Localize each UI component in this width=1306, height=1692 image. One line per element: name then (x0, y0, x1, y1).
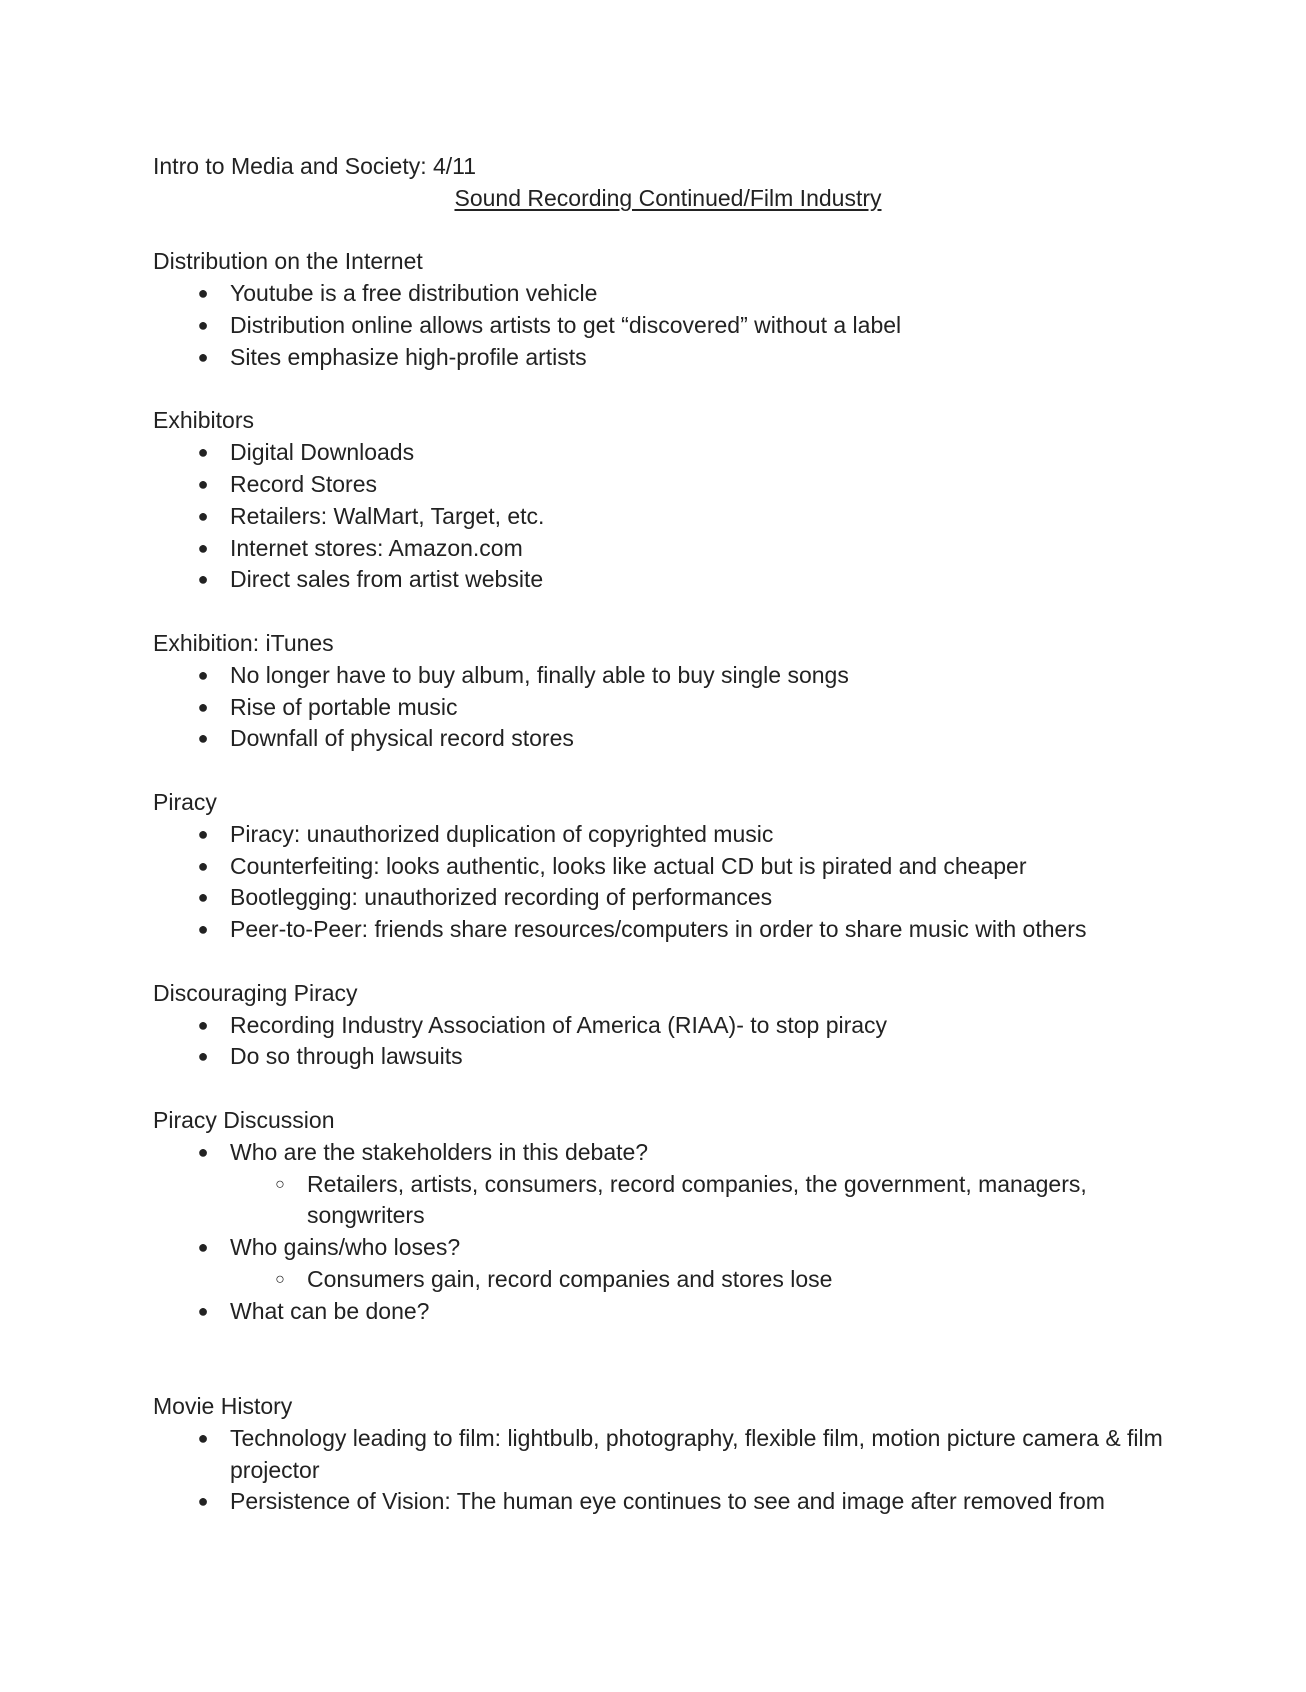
bullet-list (153, 1137, 1163, 1328)
list-item-text: Youtube is a free distribution vehicle (230, 280, 598, 307)
bullet-icon: ● (197, 728, 209, 749)
bullet-list (153, 278, 1163, 373)
list-item (153, 533, 1163, 565)
list-item (153, 914, 1163, 946)
list-item-text: Rise of portable music (230, 693, 458, 720)
list-item (153, 469, 1163, 501)
list-item-text: Persistence of Vision: The human eye continues to see and image after removed from (230, 1488, 1105, 1515)
list-item-text: Peer-to-Peer: friends share resources/computers in order to share music with others (230, 916, 1087, 943)
list-item (153, 1010, 1163, 1042)
list-item-text: What can be done? (230, 1297, 430, 1324)
list-item (153, 1423, 1163, 1487)
sub-list-item (230, 1169, 1163, 1233)
list-item-text: Piracy: unauthorized duplication of copyrighted music (230, 820, 774, 847)
list-item-text: No longer have to buy album, finally able to buy single songs (230, 661, 849, 688)
section-piracy (153, 787, 1163, 946)
bullet-icon: ● (197, 442, 209, 463)
bullet-list (153, 660, 1163, 755)
list-item (153, 1296, 1163, 1328)
list-item (153, 1232, 1163, 1296)
bullet-icon: ● (197, 1427, 209, 1448)
list-item (153, 1137, 1163, 1232)
bullet-icon: ● (197, 855, 209, 876)
bullet-list (153, 1423, 1163, 1518)
list-item (153, 437, 1163, 469)
section-heading: Exhibition: iTunes (153, 629, 334, 656)
bullet-icon: ● (197, 1141, 209, 1162)
list-item-text: Recording Industry Association of America (RIAA)- to stop piracy (230, 1011, 888, 1038)
list-item-text: Record Stores (230, 470, 378, 497)
sub-bullet-list (230, 1264, 1163, 1296)
bullet-icon: ● (197, 505, 209, 526)
bullet-icon: ● (197, 346, 209, 367)
list-item-text: Bootlegging: unauthorized recording of performances (230, 884, 773, 911)
list-item (153, 564, 1163, 596)
list-item-text: Distribution online allows artists to get “discovered” without a label (230, 311, 902, 338)
list-item (153, 1041, 1163, 1073)
list-item (153, 882, 1163, 914)
section-heading: Piracy (153, 788, 217, 815)
hollow-bullet-icon: ○ (275, 1175, 285, 1193)
list-item (153, 819, 1163, 851)
list-item-text: Who are the stakeholders in this debate? (230, 1138, 649, 1165)
list-item-text: Digital Downloads (230, 439, 415, 466)
bullet-icon: ● (197, 696, 209, 717)
bullet-icon: ● (197, 887, 209, 908)
bullet-icon: ● (197, 664, 209, 685)
list-item (153, 851, 1163, 883)
list-item-text: Do so through lawsuits (230, 1043, 463, 1070)
section-heading: Piracy Discussion (153, 1106, 335, 1133)
sub-list-item-text: Consumers gain, record companies and stores lose (307, 1265, 833, 1292)
bullet-icon: ● (197, 473, 209, 494)
bullet-icon: ● (197, 1237, 209, 1258)
document-page (153, 151, 1163, 1550)
list-item-text: Counterfeiting: looks authentic, looks like actual CD but is pirated and cheaper (230, 852, 1027, 879)
document-subtitle: Sound Recording Continued/Film Industry (454, 184, 882, 211)
section-discouraging-piracy (153, 978, 1163, 1073)
list-item (153, 723, 1163, 755)
section-exhibitors (153, 405, 1163, 596)
sub-list-item (230, 1264, 1163, 1296)
section-heading: Exhibitors (153, 407, 254, 434)
section-piracy-discussion (153, 1105, 1163, 1328)
section-heading: Discouraging Piracy (153, 979, 358, 1006)
section-movie-history (153, 1391, 1163, 1518)
list-item-text: Technology leading to film: lightbulb, photography, flexible film, motion picture camera & film projector (230, 1424, 1163, 1483)
list-item (153, 278, 1163, 310)
section-heading: Distribution on the Internet (153, 248, 423, 275)
bullet-icon: ● (197, 919, 209, 940)
list-item-text: Downfall of physical record stores (230, 725, 574, 752)
list-item-text: Sites emphasize high-profile artists (230, 343, 587, 370)
bullet-icon: ● (197, 1300, 209, 1321)
section-exhibition-itunes (153, 628, 1163, 755)
bullet-icon: ● (197, 1046, 209, 1067)
list-item (153, 342, 1163, 374)
document-header: Intro to Media and Society: 4/11 (153, 153, 477, 179)
bullet-list (153, 819, 1163, 946)
bullet-icon: ● (197, 1491, 209, 1512)
sub-bullet-list (230, 1169, 1163, 1233)
bullet-list (153, 1010, 1163, 1074)
bullet-icon: ● (197, 283, 209, 304)
bullet-icon: ● (197, 1014, 209, 1035)
bullet-icon: ● (197, 823, 209, 844)
bullet-icon: ● (197, 314, 209, 335)
bullet-icon: ● (197, 569, 209, 590)
list-item-text: Internet stores: Amazon.com (230, 534, 523, 561)
list-item-text: Retailers: WalMart, Target, etc. (230, 502, 545, 529)
list-item (153, 660, 1163, 692)
bullet-icon: ● (197, 537, 209, 558)
list-item (153, 310, 1163, 342)
section-distribution (153, 246, 1163, 373)
section-heading: Movie History (153, 1393, 293, 1420)
sub-list-item-text: Retailers, artists, consumers, record companies, the government, managers, songwriters (307, 1170, 1087, 1229)
list-item-text: Who gains/who loses? (230, 1234, 461, 1261)
list-item (153, 1486, 1163, 1518)
hollow-bullet-icon: ○ (275, 1270, 285, 1288)
bullet-list (153, 437, 1163, 596)
list-item (153, 692, 1163, 724)
list-item (153, 501, 1163, 533)
list-item-text: Direct sales from artist website (230, 566, 544, 593)
